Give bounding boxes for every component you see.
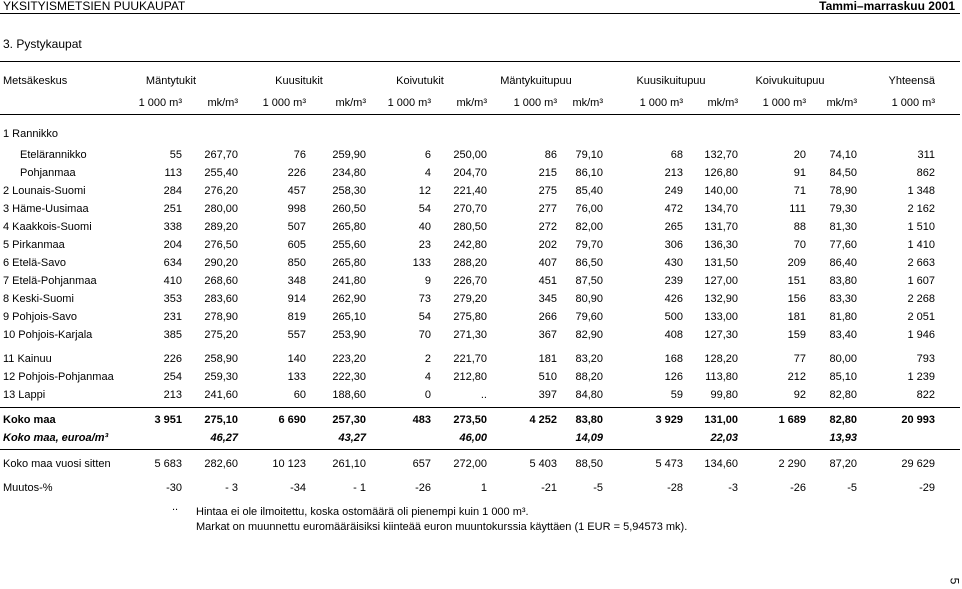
table-cell: - 3	[225, 482, 238, 494]
unit-header: mk/m³	[456, 97, 487, 109]
table-cell: 353	[163, 293, 182, 305]
table-cell: 83,20	[575, 353, 603, 365]
table-cell: 202	[538, 239, 557, 251]
table-cell: 290,20	[204, 257, 238, 269]
table-cell: 257,30	[332, 414, 366, 426]
table-cell: 262,90	[332, 293, 366, 305]
unit-header: 1 000 m³	[762, 97, 806, 109]
table-cell: 213	[163, 389, 182, 401]
table-cell: 86	[544, 149, 557, 161]
table-cell: - 1	[353, 482, 366, 494]
table-cell: 239	[664, 275, 683, 287]
table-cell: 76,00	[575, 203, 603, 215]
table-cell: 13,93	[829, 432, 857, 444]
table-cell: 46,00	[459, 432, 487, 444]
table-cell: 251	[163, 203, 182, 215]
table-cell: 277	[538, 203, 557, 215]
table-cell: 2 663	[907, 257, 935, 269]
table-cell: -29	[919, 482, 935, 494]
table-cell: 605	[287, 239, 306, 251]
row-label: 8 Keski-Suomi	[3, 293, 74, 305]
row-label: Koko maa	[3, 414, 56, 426]
table-cell: 275,80	[453, 311, 487, 323]
table-cell: 140	[287, 353, 306, 365]
total-bottom-rule	[0, 449, 960, 450]
table-cell: 510	[538, 371, 557, 383]
table-cell: 822	[916, 389, 935, 401]
table-cell: -34	[290, 482, 306, 494]
table-cell: 87,20	[829, 458, 857, 470]
table-row	[0, 310, 960, 324]
table-cell: 862	[916, 167, 935, 179]
table-cell: 1	[480, 482, 487, 494]
table-cell: 82,00	[575, 221, 603, 233]
table-cell: 265,80	[332, 221, 366, 233]
table-cell: 74,10	[829, 149, 857, 161]
table-cell: 3 951	[154, 414, 182, 426]
table-row	[0, 388, 960, 402]
table-cell: 306	[664, 239, 683, 251]
table-cell: 253,90	[332, 329, 366, 341]
unit-header: mk/m³	[572, 97, 603, 109]
table-cell: 397	[538, 389, 557, 401]
table-cell: 133	[412, 257, 431, 269]
footnote-mark: ..	[172, 501, 179, 513]
table-cell: 4	[424, 167, 431, 179]
table-cell: 40	[418, 221, 431, 233]
table-cell: 273,50	[453, 414, 487, 426]
table-cell: 82,80	[829, 389, 857, 401]
table-cell: 168	[664, 353, 683, 365]
unit-header: 1 000 m³	[387, 97, 431, 109]
table-cell: 92	[793, 389, 806, 401]
table-cell: -21	[541, 482, 557, 494]
column-group-header: Yhteensä	[888, 75, 935, 87]
table-cell: 282,60	[204, 458, 238, 470]
report-period: Tammi–marraskuu 2001	[819, 0, 955, 13]
table-cell: -26	[790, 482, 806, 494]
table-cell: 258,90	[204, 353, 238, 365]
report-title: YKSITYISMETSIEN PUUKAUPAT	[3, 0, 186, 13]
column-group-header: Koivutukit	[396, 75, 444, 87]
unit-header: mk/m³	[207, 97, 238, 109]
table-cell: 55	[169, 149, 182, 161]
unit-header: 1 000 m³	[138, 97, 182, 109]
table-cell: 82,90	[575, 329, 603, 341]
table-row	[0, 370, 960, 384]
table-cell: 268,60	[204, 275, 238, 287]
row-label: 4 Kaakkois-Suomi	[3, 221, 92, 233]
table-cell: 132,70	[704, 149, 738, 161]
table-cell: 288,20	[453, 257, 487, 269]
table-cell: 59	[670, 389, 683, 401]
table-cell: 255,60	[332, 239, 366, 251]
section-title: 3. Pystykaupat	[3, 37, 82, 51]
table-cell: 385	[163, 329, 182, 341]
table-cell: 0	[424, 389, 431, 401]
table-cell: 5 683	[154, 458, 182, 470]
table-cell: 289,20	[204, 221, 238, 233]
table-cell: 2 051	[907, 311, 935, 323]
row-label: Koko maa, euroa/m³	[3, 432, 109, 444]
unit-header: 1 000 m³	[262, 97, 306, 109]
unit-header: mk/m³	[826, 97, 857, 109]
table-row	[0, 256, 960, 270]
table-cell: 71	[793, 185, 806, 197]
table-cell: 134,70	[704, 203, 738, 215]
table-cell: 280,00	[204, 203, 238, 215]
table-cell: 86,50	[575, 257, 603, 269]
table-cell: 215	[538, 167, 557, 179]
table-cell: 80,00	[829, 353, 857, 365]
table-cell: 87,50	[575, 275, 603, 287]
table-cell: 80,90	[575, 293, 603, 305]
table-cell: 84,50	[829, 167, 857, 179]
table-cell: 267,70	[204, 149, 238, 161]
table-cell: 260,50	[332, 203, 366, 215]
footnote-line-1: Hintaa ei ole ilmoitettu, koska ostomäärä oli pienempi kuin 1 000 m³.	[196, 506, 529, 518]
table-cell: 20 993	[901, 414, 935, 426]
table-cell: 345	[538, 293, 557, 305]
column-group-header: Kuusitukit	[275, 75, 323, 87]
table-row	[0, 481, 960, 495]
table-cell: 241,60	[204, 389, 238, 401]
table-cell: 132,90	[704, 293, 738, 305]
table-cell: 14,09	[575, 432, 603, 444]
table-cell: 131,00	[704, 414, 738, 426]
column-group-header: Koivukuitupuu	[755, 75, 825, 87]
table-cell: 188,60	[332, 389, 366, 401]
table-cell: 136,30	[704, 239, 738, 251]
column-group-header: Mäntykuitupuu	[500, 75, 572, 87]
table-cell: 275,20	[204, 329, 238, 341]
table-cell: 83,80	[829, 275, 857, 287]
table-row	[0, 413, 960, 427]
table-cell: 77	[793, 353, 806, 365]
table-cell: 127,00	[704, 275, 738, 287]
table-cell: 6	[424, 149, 431, 161]
unit-header: mk/m³	[335, 97, 366, 109]
table-cell: 1 239	[907, 371, 935, 383]
table-cell: -5	[593, 482, 603, 494]
table-cell: 4 252	[529, 414, 557, 426]
table-cell: 181	[787, 311, 806, 323]
column-header-metsakeskus: Metsäkeskus	[3, 75, 68, 87]
table-cell: 338	[163, 221, 182, 233]
table-cell: 507	[287, 221, 306, 233]
table-cell: 275	[538, 185, 557, 197]
table-cell: 657	[412, 458, 431, 470]
table-cell: 271,30	[453, 329, 487, 341]
table-cell: 9	[424, 275, 431, 287]
table-cell: 29 629	[901, 458, 935, 470]
table-cell: 430	[664, 257, 683, 269]
row-label: 6 Etelä-Savo	[3, 257, 66, 269]
table-cell: -3	[728, 482, 738, 494]
row-label: 3 Häme-Uusimaa	[3, 203, 89, 215]
row-label: 12 Pohjois-Pohjanmaa	[3, 371, 114, 383]
table-cell: 212,80	[453, 371, 487, 383]
table-cell: 500	[664, 311, 683, 323]
table-cell: 426	[664, 293, 683, 305]
table-cell: 242,80	[453, 239, 487, 251]
table-cell: 54	[418, 203, 431, 215]
table-cell: 276,50	[204, 239, 238, 251]
table-cell: 79,10	[575, 149, 603, 161]
table-cell: 86,40	[829, 257, 857, 269]
table-cell: 348	[287, 275, 306, 287]
page-number: 5	[947, 577, 962, 585]
table-cell: 222,30	[332, 371, 366, 383]
unit-header: 1 000 m³	[639, 97, 683, 109]
table-row	[0, 328, 960, 342]
table-cell: 1 689	[778, 414, 806, 426]
table-cell: 258,30	[332, 185, 366, 197]
table-cell: 1 946	[907, 329, 935, 341]
table-cell: 131,70	[704, 221, 738, 233]
table-cell: 5 403	[529, 458, 557, 470]
table-cell: 140,00	[704, 185, 738, 197]
table-cell: 151	[787, 275, 806, 287]
table-top-rule	[0, 61, 960, 62]
table-cell: 557	[287, 329, 306, 341]
table-cell: 265,10	[332, 311, 366, 323]
table-cell: 249	[664, 185, 683, 197]
table-cell: 113	[164, 167, 182, 179]
table-cell: 91	[793, 167, 806, 179]
table-cell: 85,10	[829, 371, 857, 383]
table-cell: 1 510	[907, 221, 935, 233]
table-cell: 226	[163, 353, 182, 365]
column-group-header: Mäntytukit	[145, 75, 197, 87]
table-cell: 78,90	[829, 185, 857, 197]
table-cell: 259,90	[332, 149, 366, 161]
unit-header: 1 000 m³	[891, 97, 935, 109]
row-label: Muutos-%	[3, 482, 53, 494]
table-cell: 204	[163, 239, 182, 251]
table-cell: 113,80	[705, 371, 738, 383]
table-cell: 83,80	[575, 414, 603, 426]
table-cell: 86,10	[575, 167, 603, 179]
table-cell: 20	[793, 149, 806, 161]
table-cell: 483	[412, 414, 431, 426]
row-label: Etelärannikko	[20, 149, 87, 161]
table-cell: 250,00	[453, 149, 487, 161]
table-cell: 221,70	[453, 353, 487, 365]
group-label-rannikko: 1 Rannikko	[3, 128, 59, 140]
table-cell: 82,80	[829, 414, 857, 426]
table-cell: 213	[664, 167, 683, 179]
table-cell: 134,60	[704, 458, 738, 470]
table-cell: 272	[538, 221, 557, 233]
table-cell: 73	[418, 293, 431, 305]
row-label: 9 Pohjois-Savo	[3, 311, 77, 323]
table-cell: -26	[415, 482, 431, 494]
table-cell: 212	[787, 371, 806, 383]
table-cell: 88,20	[575, 371, 603, 383]
table-cell: 280,50	[453, 221, 487, 233]
footnotes	[172, 501, 688, 535]
row-label: 13 Lappi	[3, 389, 46, 401]
table-cell: 276,20	[204, 185, 238, 197]
table-cell: -28	[667, 482, 683, 494]
table-cell: 209	[787, 257, 806, 269]
table-cell: 226	[287, 167, 306, 179]
table-cell: 6 690	[278, 414, 306, 426]
table-row	[0, 166, 960, 180]
table-cell: 128,20	[704, 353, 738, 365]
table-cell: 275,10	[204, 414, 238, 426]
table-cell: 1 348	[907, 185, 935, 197]
table-cell: 181	[538, 353, 557, 365]
table-cell: 255,40	[204, 167, 238, 179]
unit-header: mk/m³	[707, 97, 738, 109]
table-cell: 68	[670, 149, 683, 161]
table-cell: 12	[418, 185, 431, 197]
table-cell: 472	[664, 203, 683, 215]
table-cell: 457	[287, 185, 306, 197]
table-cell: 410	[163, 275, 182, 287]
table-cell: 23	[418, 239, 431, 251]
table-cell: 408	[664, 329, 683, 341]
table-cell: 85,40	[575, 185, 603, 197]
row-label: Pohjanmaa	[20, 167, 76, 179]
table-cell: 259,30	[204, 371, 238, 383]
table-cell: 3 929	[655, 414, 683, 426]
table-cell: -5	[847, 482, 857, 494]
row-label: 5 Pirkanmaa	[3, 239, 65, 251]
table-cell: 279,20	[453, 293, 487, 305]
table-cell: 1 607	[907, 275, 935, 287]
table-cell: 2	[424, 353, 431, 365]
table-cell: 998	[287, 203, 306, 215]
table-cell: 79,70	[575, 239, 603, 251]
table-row	[0, 202, 960, 216]
table-cell: 79,30	[829, 203, 857, 215]
table-cell: 83,30	[829, 293, 857, 305]
table-cell: 88	[793, 221, 806, 233]
table-cell: 231	[163, 311, 182, 323]
table-cell: 1 410	[907, 239, 935, 251]
table-cell: 261,10	[332, 458, 366, 470]
table-cell: ..	[480, 389, 487, 401]
table-cell: 226,70	[453, 275, 487, 287]
table-cell: 451	[538, 275, 557, 287]
row-label: 2 Lounais-Suomi	[3, 185, 86, 197]
unit-rule	[0, 114, 960, 115]
table-cell: 159	[787, 329, 806, 341]
table-cell: 284	[163, 185, 182, 197]
table-cell: 133,00	[704, 311, 738, 323]
table-cell: 60	[293, 389, 306, 401]
table-cell: 311	[917, 149, 935, 161]
row-label: 11 Kainuu	[3, 353, 52, 365]
table-cell: 81,80	[829, 311, 857, 323]
table-cell: 83,40	[829, 329, 857, 341]
table-cell: 126	[664, 371, 683, 383]
table-cell: 131,50	[704, 257, 738, 269]
table-cell: 88,50	[575, 458, 603, 470]
table-row	[0, 184, 960, 198]
table-cell: 46,27	[210, 432, 238, 444]
table-cell: 10 123	[272, 458, 306, 470]
table-cell: 77,60	[829, 239, 857, 251]
table-cell: 272,00	[453, 458, 487, 470]
table-cell: 278,90	[204, 311, 238, 323]
table-cell: 241,80	[332, 275, 366, 287]
column-group-header: Kuusikuitupuu	[636, 75, 706, 87]
table-cell: 2 162	[907, 203, 935, 215]
table-cell: 99,80	[710, 389, 738, 401]
table-cell: 793	[916, 353, 935, 365]
table-cell: -30	[166, 482, 182, 494]
table-cell: 367	[538, 329, 557, 341]
row-label: 10 Pohjois-Karjala	[3, 329, 93, 341]
table-cell: 79,60	[575, 311, 603, 323]
table-row	[0, 274, 960, 288]
table-row	[0, 238, 960, 252]
table-cell: 70	[418, 329, 431, 341]
table-row	[0, 220, 960, 234]
table-row	[0, 148, 960, 162]
table-row	[0, 292, 960, 306]
table-cell: 84,80	[575, 389, 603, 401]
table-cell: 127,30	[704, 329, 738, 341]
row-label: 7 Etelä-Pohjanmaa	[3, 275, 97, 287]
header-rule	[0, 13, 960, 14]
table-cell: 43,27	[338, 432, 366, 444]
table-cell: 819	[287, 311, 306, 323]
table-cell: 70	[793, 239, 806, 251]
table-cell: 270,70	[453, 203, 487, 215]
table-cell: 265	[664, 221, 683, 233]
table-cell: 126,80	[704, 167, 738, 179]
total-top-rule	[0, 407, 960, 408]
table-cell: 914	[287, 293, 306, 305]
unit-header: 1 000 m³	[513, 97, 557, 109]
table-cell: 2 290	[778, 458, 806, 470]
table-row	[0, 457, 960, 471]
table-cell: 254	[163, 371, 182, 383]
table-cell: 5 473	[655, 458, 683, 470]
table-cell: 223,20	[332, 353, 366, 365]
row-label: Koko maa vuosi sitten	[3, 458, 111, 470]
table-cell: 76	[293, 149, 306, 161]
table-cell: 111	[789, 203, 806, 215]
table-cell: 156	[787, 293, 806, 305]
table-cell: 2 268	[907, 293, 935, 305]
table-cell: 283,60	[204, 293, 238, 305]
table-cell: 266	[538, 311, 557, 323]
table-cell: 407	[538, 257, 557, 269]
table-row	[0, 431, 960, 445]
table-cell: 22,03	[710, 432, 738, 444]
table-cell: 4	[424, 371, 431, 383]
table-cell: 221,40	[453, 185, 487, 197]
table-cell: 850	[287, 257, 306, 269]
footnote-line-2: Markat on muunnettu euromääräisiksi kiinteää euron muuntokurssia käyttäen (1 EUR = 5,94573 mk).	[196, 521, 688, 533]
table-cell: 81,30	[829, 221, 857, 233]
table-cell: 133	[287, 371, 306, 383]
table-cell: 234,80	[332, 167, 366, 179]
table-cell: 204,70	[453, 167, 487, 179]
table-cell: 634	[163, 257, 182, 269]
table-cell: 265,80	[332, 257, 366, 269]
table-cell: 54	[418, 311, 431, 323]
table-row	[0, 352, 960, 366]
